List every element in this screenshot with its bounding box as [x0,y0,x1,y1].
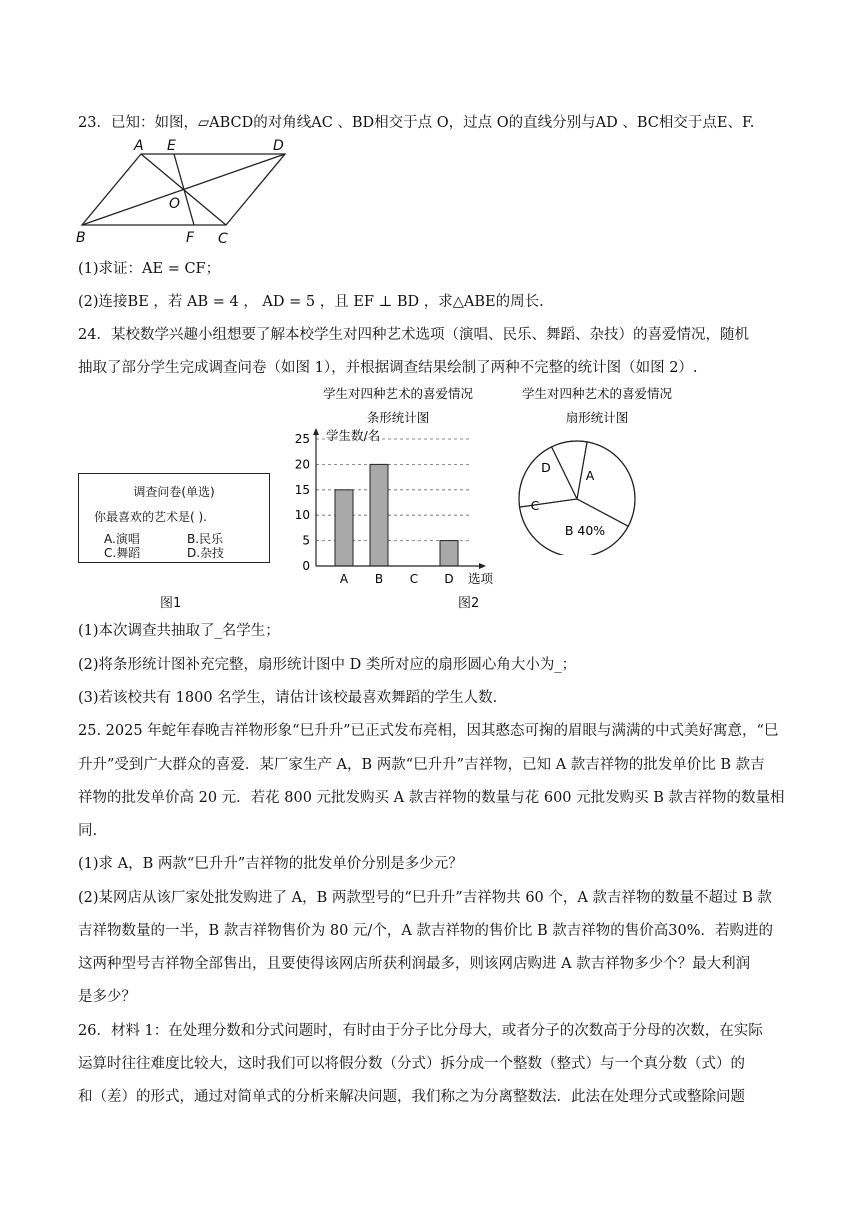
parallelogram-figure [70,136,300,248]
q24-part1: (1)本次调查共抽取了_名学生； [78,623,280,639]
bar-a [335,490,353,566]
y-axis-arrow [313,428,319,435]
label-c: C [218,231,228,247]
y-tick-label: 25 [294,432,310,446]
x-axis-arrow [479,563,486,569]
q25-part2-line3: 这两种型号吉祥物全部售出，且要使得该网店所获利润最多，则该网店购进 A 款吉祥物多少个？最大利润 [78,956,751,972]
q23-part1: (1)求证：AE = CF； [78,261,221,277]
q26-line2: 运算时往往难度比较大，这时我们可以将假分数（分式）拆分成一个整数（整式）与一个真分数（式）的 [78,1056,745,1072]
label-e: E [167,138,176,154]
questionnaire-box [78,473,270,563]
bar-b [370,464,388,566]
questionnaire-question: 你最喜欢的艺术是( ). [94,510,207,524]
bar-d [440,541,458,566]
q23-part2: (2)连接BE ，若 AB = 4 ， AD = 5 ，且 EF ⊥ BD ，求△ABE的周长. [78,294,544,310]
bar-chart-subtitle: 条形统计图 [366,410,430,425]
pie-label: B 40% [564,523,606,538]
q24-part2: (2)将条形统计图补充完整，扇形统计图中 D 类所对应的扇形圆心角大小为_； [78,657,577,673]
q24-part3: (3)若该校共有 1800 名学生，请估计该校最喜欢舞蹈的学生人数. [78,690,498,706]
label-a: A [134,138,144,154]
figure2-label: 图2 [458,596,480,611]
q25-part2-line4: 是多少？ [78,989,136,1005]
figure1-label: 图1 [160,596,182,611]
pie-label: D [541,460,551,475]
x-tick-label: B [374,572,384,586]
q24-stem-line1: 24．某校数学兴趣小组想要了解本校学生对四种艺术选项（演唱、民乐、舞蹈、杂技）的喜爱情况，随机 [78,327,749,343]
label-b: B [76,230,86,246]
y-tick-label: 0 [302,559,310,573]
y-tick-label: 10 [294,508,310,523]
label-d: D [273,138,284,154]
option-a: A.演唱 [104,532,140,546]
q25-line2: 升升”受到广大群众的喜爱．某厂家生产 A，B 两款“巳升升”吉祥物，已知 A 款吉祥物的批发单价比 B 款吉 [78,757,765,773]
q25-line3: 祥物的批发单价高 20 元．若花 800 元批发购买 A 款吉祥物的数量与花 600 元批发购买 B 款吉祥物的数量相 [78,790,785,806]
q26-line1: 26．材料 1：在处理分数和分式问题时，有时由于分子比分母大，或者分子的次数高于分母的次数，在实际 [78,1023,763,1039]
pie-label: C [530,498,540,513]
option-d: D.杂技 [187,546,225,560]
bar-chart-title: 学生对四种艺术的喜爱情况 [322,386,474,401]
x-tick-label: D [444,572,454,586]
bar-chart [290,380,510,592]
q25-part2-line2: 吉祥物数量的一半，B 款吉祥物售价为 80 元/个，A 款吉祥物的售价比 B 款吉祥物的售价高30%．若购进的 [78,923,773,939]
pie-chart [505,380,695,555]
option-c: C.舞蹈 [104,546,141,560]
q25-line1: 25. 2025 年蛇年春晚吉祥物形象“巳升升”已正式发布亮相，因其憨态可掬的眉眼与满满的中式美好寓意，“巳 [78,723,779,739]
q23-stem: 23．已知：如图，▱ABCD的对角线AC 、BD相交于点 O，过点 O的直线分别与AD 、BC相交于点E、F. [78,115,755,131]
pie-label: A [585,468,595,483]
label-o: O [169,196,181,212]
q25-part1: (1)求 A，B 两款“巳升升”吉祥物的批发单价分别是多少元？ [78,856,463,872]
questionnaire-title: 调查问卷(单选) [133,485,215,499]
x-tick-label: A [339,572,349,586]
q24-stem-line2: 抽取了部分学生完成调查问卷（如图 1），并根据调查结果绘制了两种不完整的统计图（如图 2）. [78,360,698,376]
x-axis-label: 选项 [468,571,494,586]
label-f: F [186,230,195,246]
x-tick-label: C [409,572,419,586]
q26-line3: 和（差）的形式，通过对简单式的分析来解决问题，我们称之为分离整数法．此法在处理分式或整除问题 [78,1089,745,1105]
y-tick-label: 5 [302,533,310,548]
q25-line4: 同. [78,823,98,839]
option-b: B.民乐 [187,532,224,546]
y-tick-label: 15 [294,482,310,497]
pie-chart-title: 学生对四种艺术的喜爱情况 [521,386,673,401]
y-tick-label: 20 [294,457,310,472]
segment-ef [174,154,194,225]
y-axis-label: 学生数/名 [326,428,381,443]
q25-part2-line1: (2)某网店从该厂家处批发购进了 A，B 两款型号的“巳升升”吉祥物共 60 个，A 款吉祥物的数量不超过 B 款 [78,890,772,906]
pie-chart-subtitle: 扇形统计图 [565,410,629,425]
